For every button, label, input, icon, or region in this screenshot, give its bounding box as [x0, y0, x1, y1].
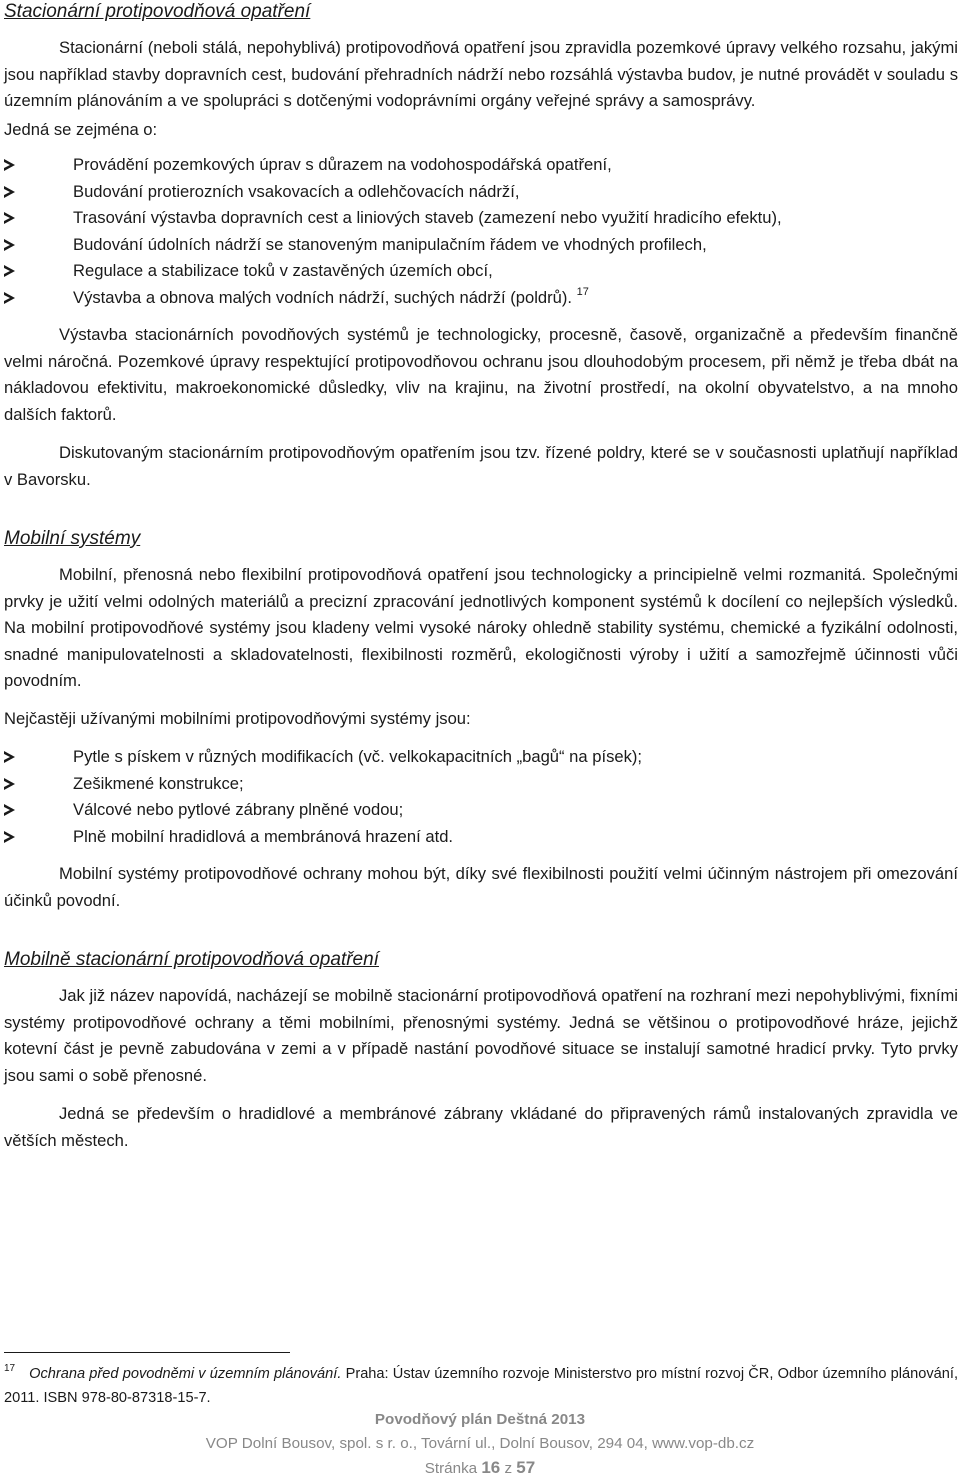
- list-item: Pytle s pískem v různých modifikacích (vč. velkokapacitních „bagů“ na písek);: [4, 744, 958, 771]
- footnote-number: 17: [4, 1363, 16, 1374]
- footnote-ref[interactable]: 17: [576, 285, 589, 298]
- list-intro-stationary: Jedná se zejména o:: [4, 119, 158, 139]
- heading-mobile-stationary: Mobilně stacionární protipovodňová opatření: [4, 949, 379, 970]
- list-item: Válcové nebo pytlové zábrany plněné vodou;: [4, 797, 958, 824]
- footnote-rest: Praha: Ústav územního rozvoje Ministerstvo pro místní rozvoj ČR, Odbor územního plánování, 2011. ISBN 978-80-87318-15-7.: [4, 1366, 959, 1406]
- heading-stationary: Stacionární protipovodňová opatření: [4, 1, 311, 22]
- footer-page-number: Stránka 16 z 57: [424, 1458, 536, 1477]
- list-item: Plně mobilní hradidlová a membránová hrazení atd.: [4, 824, 958, 851]
- list-item: Budování protierozních vsakovacích a odlehčovacích nádrží,: [4, 179, 958, 206]
- list-item: Budování údolních nádrží se stanoveným manipulačním řádem ve vhodných profilech,: [4, 232, 958, 259]
- list-item: Zešikmené konstrukce;: [4, 771, 958, 798]
- para-mobile-stationary-2: Jedná se především o hradidlové a membránové zábrany vkládané do připravených rámů instalovaných zpravidla ve větších městech.: [4, 1104, 958, 1150]
- arrow-bullet-icon: [4, 831, 15, 843]
- footnote-title: Ochrana před povodněmi v územním plánování.: [29, 1366, 342, 1382]
- arrow-bullet-icon: [4, 804, 15, 816]
- arrow-bullet-icon: [4, 751, 15, 763]
- arrow-bullet-icon: [4, 159, 15, 171]
- list-mobile: [4, 744, 958, 850]
- heading-mobile: Mobilní systémy: [4, 528, 141, 549]
- arrow-bullet-icon: [4, 265, 15, 277]
- document-page: [4, 0, 958, 1154]
- page-footer: [0, 1408, 960, 1481]
- para-stationary-3: Diskutovaným stacionárním protipovodňovým opatřením jsou tzv. řízené poldry, které se v současnosti uplatňují například v Bavorsku.: [4, 443, 958, 489]
- arrow-bullet-icon: [4, 239, 15, 251]
- list-intro-mobile: Nejčastěji užívanými mobilními protipovodňovými systémy jsou:: [4, 708, 471, 728]
- footer-plan-title: Povodňový plán Deštná 2013: [374, 1411, 586, 1428]
- list-item: Trasování výstavba dopravních cest a liniových staveb (zamezení nebo využití hradicího efektu),: [4, 205, 958, 232]
- para-mobile-2: Mobilní systémy protipovodňové ochrany mohou být, díky své flexibilnosti použití velmi účinným nástrojem při omezování účinků povodní.: [4, 864, 958, 910]
- arrow-bullet-icon: [4, 186, 15, 198]
- list-item: Provádění pozemkových úprav s důrazem na vodohospodářská opatření,: [4, 152, 958, 179]
- footer-organization: VOP Dolní Bousov, spol. s r. o., Tovární ul., Dolní Bousov, 294 04, www.vop-db.cz: [205, 1435, 755, 1452]
- list-item: Výstavba a obnova malých vodních nádrží, suchých nádrží (poldrů). $^{17}$: [4, 285, 958, 312]
- list-item: Regulace a stabilizace toků v zastavěných územích obcí,: [4, 258, 958, 285]
- para-stationary-intro: Stacionární (neboli stálá, nepohyblivá) protipovodňová opatření jsou zpravidla pozemkové úpravy velkého rozsahu, jakými jsou například stavby dopravních cest, budování přehradních nádrží nebo rozsáhlá výstavba budov, je nutné provádět v souladu s územním plánováním a ve spolupráci s dotčenými vodoprávními orgány veřejné správy a samosprávy.: [4, 38, 958, 110]
- arrow-bullet-icon: [4, 778, 15, 790]
- footnote-separator: [4, 1352, 290, 1353]
- para-mobile-1: Mobilní, přenosná nebo flexibilní protipovodňová opatření jsou technologicky a principielně velmi rozmanitá. Společnými prvky je užití velmi odolných materiálů a precizní zpracování jednotlivých komponent systémů k docílení co nejlepších výsledků. Na mobilní protipovodňové systémy jsou kladeny velmi vysoké nároky ohledně stability systému, chemické a fyzikální odolnosti, snadné manipulovatelnosti a skladovatelnosti, flexibilnosti rozměrů, ekologičnosti výroby i užití a samozřejmě účinnosti vůči povodním.: [4, 565, 958, 690]
- arrow-bullet-icon: [4, 292, 15, 304]
- para-stationary-2: Výstavba stacionárních povodňových systémů je technologicky, procesně, časově, organizačně a především finančně velmi náročná. Pozemkové úpravy respektující protipovodňovou ochranu jsou dlouhodobým procesem, při němž je třeba dbát na nákladovou efektivitu, makroekonomické důsledky, vliv na krajinu, na životní prostředí, na okolní obyvatelstvo, a na mnoho dalších faktorů.: [4, 325, 958, 424]
- para-mobile-stationary-1: Jak již název napovídá, nacházejí se mobilně stacionární protipovodňová opatření na rozhraní mezi nepohyblivými, fixními systémy protipovodňové ochrany a těmi mobilními, přenosnými systémy. Jedná se většinou o protipovodňové hráze, jejichž kotevní část je pevně zabudována v zemi a v případě nastání povodňové situace se instalují samotné hradicí prvky. Tyto prvky jsou sami o sobě přenosné.: [4, 986, 958, 1085]
- arrow-bullet-icon: [4, 212, 15, 224]
- list-stationary: [4, 152, 958, 311]
- footnote: [4, 1362, 958, 1410]
